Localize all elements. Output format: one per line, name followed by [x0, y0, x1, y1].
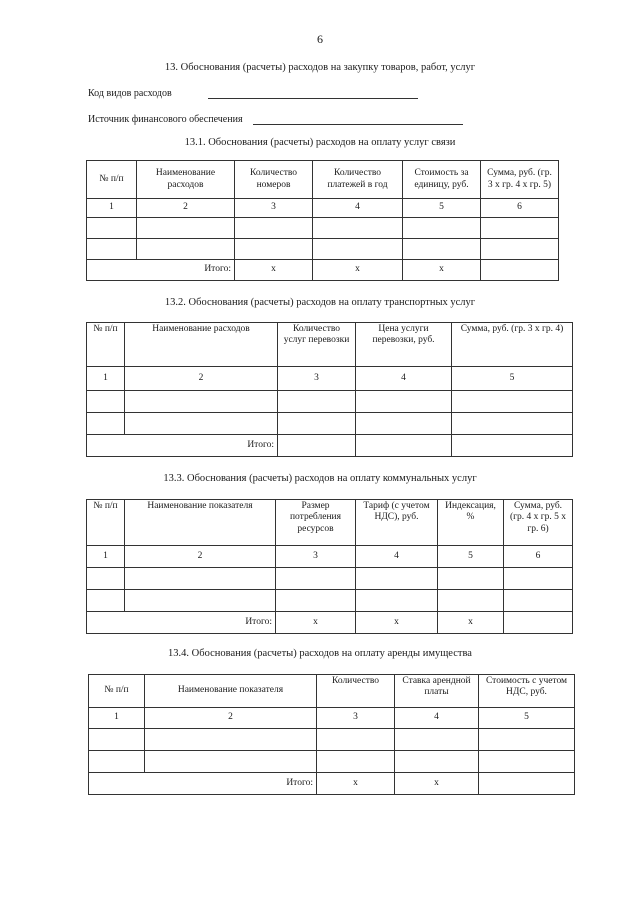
empty-cell[interactable] [395, 729, 479, 751]
section-13-title: 13. Обоснования (расчеты) расходов на закупку товаров, работ, услуг [164, 62, 476, 73]
empty-cell[interactable] [87, 391, 125, 413]
funding-source-field [88, 114, 463, 125]
empty-cell [89, 773, 145, 795]
table-13-1-title: 13.1. Обоснования (расчеты) расходов на оплату услуг связи [184, 137, 456, 148]
column-number-cell: 1 [87, 546, 125, 568]
table-row [89, 729, 575, 751]
total-mark: х [313, 260, 403, 281]
table-row [87, 568, 573, 590]
empty-cell[interactable] [481, 239, 559, 260]
total-value[interactable] [479, 773, 575, 795]
column-number-cell: 5 [479, 708, 575, 729]
total-value[interactable] [481, 260, 559, 281]
total-mark: х [356, 612, 438, 634]
total-row [87, 260, 559, 281]
header-cell: Сумма, руб. (гр. 4 х гр. 5 х гр. 6) [504, 500, 573, 546]
table-13-3 [86, 499, 573, 634]
empty-cell [87, 260, 137, 281]
header-cell: Стоимость за единицу, руб. [403, 161, 481, 199]
empty-cell[interactable] [356, 391, 452, 413]
empty-cell[interactable] [479, 751, 575, 773]
empty-cell[interactable] [479, 729, 575, 751]
empty-cell [87, 435, 125, 457]
expense-code-line[interactable] [208, 97, 418, 99]
column-number-cell: 3 [317, 708, 395, 729]
empty-cell[interactable] [452, 413, 573, 435]
header-cell: № п/п [87, 500, 125, 546]
empty-cell[interactable] [504, 590, 573, 612]
column-number-cell: 1 [87, 367, 125, 391]
column-number-cell: 3 [276, 546, 356, 568]
empty-cell[interactable] [87, 568, 125, 590]
table-row [87, 391, 573, 413]
empty-cell[interactable] [145, 729, 317, 751]
empty-cell[interactable] [317, 729, 395, 751]
empty-cell[interactable] [125, 590, 276, 612]
empty-cell[interactable] [313, 239, 403, 260]
column-number-cell: 3 [235, 199, 313, 218]
total-value[interactable] [452, 435, 573, 457]
empty-cell[interactable] [278, 391, 356, 413]
column-number-cell: 5 [452, 367, 573, 391]
empty-cell[interactable] [313, 218, 403, 239]
header-cell: Сумма, руб. (гр. 3 х гр. 4 х гр. 5) [481, 161, 559, 199]
empty-cell[interactable] [145, 751, 317, 773]
total-label: Итого: [125, 612, 276, 634]
empty-cell[interactable] [125, 413, 278, 435]
header-cell: Наименование показателя [125, 500, 276, 546]
empty-cell[interactable] [438, 590, 504, 612]
empty-cell[interactable] [481, 218, 559, 239]
header-cell: Наименование расходов [125, 323, 278, 367]
column-number-cell: 2 [125, 367, 278, 391]
empty-cell[interactable] [87, 590, 125, 612]
header-cell: № п/п [89, 675, 145, 708]
header-cell: Размер потребления ресурсов [276, 500, 356, 546]
column-number-cell: 2 [137, 199, 235, 218]
empty-cell[interactable] [89, 751, 145, 773]
empty-cell[interactable] [89, 729, 145, 751]
table-13-2-title: 13.2. Обоснования (расчеты) расходов на оплату транспортных услуг [164, 297, 476, 308]
total-mark: х [317, 773, 395, 795]
header-cell: Сумма, руб. (гр. 3 х гр. 4) [452, 323, 573, 367]
empty-cell[interactable] [276, 590, 356, 612]
column-number-cell: 6 [504, 546, 573, 568]
empty-cell[interactable] [452, 391, 573, 413]
table-13-4 [88, 674, 575, 795]
table-row [87, 218, 559, 239]
empty-cell[interactable] [403, 239, 481, 260]
empty-cell[interactable] [137, 218, 235, 239]
funding-source-label: Источник финансового обеспечения [88, 114, 243, 125]
header-cell: Ставка арендной платы [395, 675, 479, 708]
table-13-1 [86, 160, 559, 281]
header-cell: Стоимость с учетом НДС, руб. [479, 675, 575, 708]
empty-cell[interactable] [125, 391, 278, 413]
total-label: Итого: [145, 773, 317, 795]
empty-cell[interactable] [403, 218, 481, 239]
expense-code-field [88, 88, 418, 99]
total-mark: х [235, 260, 313, 281]
total-row [89, 773, 575, 795]
total-mark: х [395, 773, 479, 795]
page-number: 6 [317, 32, 323, 46]
empty-cell[interactable] [278, 413, 356, 435]
empty-cell[interactable] [87, 413, 125, 435]
header-cell: Индексация, % [438, 500, 504, 546]
table-13-2 [86, 322, 573, 457]
header-cell: Количество [317, 675, 395, 708]
empty-cell [87, 612, 125, 634]
funding-source-line[interactable] [253, 123, 463, 125]
column-number-cell: 1 [89, 708, 145, 729]
header-cell: № п/п [87, 323, 125, 367]
table-row [87, 413, 573, 435]
empty-cell[interactable] [356, 435, 452, 457]
table-row [89, 751, 575, 773]
header-cell: Количество номеров [235, 161, 313, 199]
total-mark: х [403, 260, 481, 281]
column-number-cell: 5 [438, 546, 504, 568]
empty-cell[interactable] [504, 568, 573, 590]
column-number-cell: 1 [87, 199, 137, 218]
empty-cell[interactable] [87, 239, 137, 260]
total-mark: х [276, 612, 356, 634]
empty-cell[interactable] [317, 751, 395, 773]
header-cell: Тариф (с учетом НДС), руб. [356, 500, 438, 546]
column-number-cell: 5 [403, 199, 481, 218]
empty-cell[interactable] [278, 435, 356, 457]
header-cell: Наименование расходов [137, 161, 235, 199]
header-cell: Количество услуг перевозки [278, 323, 356, 367]
empty-cell[interactable] [356, 413, 452, 435]
empty-cell[interactable] [125, 568, 276, 590]
column-number-cell: 2 [125, 546, 276, 568]
table-row [87, 590, 573, 612]
empty-cell[interactable] [395, 751, 479, 773]
table-13-4-title: 13.4. Обоснования (расчеты) расходов на оплату аренды имущества [168, 648, 472, 659]
total-row [87, 435, 573, 457]
column-number-cell: 4 [356, 546, 438, 568]
empty-cell[interactable] [137, 239, 235, 260]
column-number-cell: 6 [481, 199, 559, 218]
empty-cell[interactable] [87, 218, 137, 239]
total-label: Итого: [125, 435, 278, 457]
column-number-cell: 4 [356, 367, 452, 391]
header-cell: Количество платежей в год [313, 161, 403, 199]
empty-cell[interactable] [235, 239, 313, 260]
column-number-cell: 4 [395, 708, 479, 729]
empty-cell[interactable] [356, 568, 438, 590]
column-number-cell: 3 [278, 367, 356, 391]
column-number-cell: 4 [313, 199, 403, 218]
empty-cell[interactable] [438, 568, 504, 590]
expense-code-label: Код видов расходов [88, 88, 172, 99]
header-cell: Наименование показателя [145, 675, 317, 708]
table-row [87, 239, 559, 260]
empty-cell[interactable] [276, 568, 356, 590]
total-row [87, 612, 573, 634]
empty-cell[interactable] [235, 218, 313, 239]
empty-cell[interactable] [356, 590, 438, 612]
header-cell: Цена услуги перевозки, руб. [356, 323, 452, 367]
total-value[interactable] [504, 612, 573, 634]
total-label: Итого: [137, 260, 235, 281]
header-cell: № п/п [87, 161, 137, 199]
table-13-3-title: 13.3. Обоснования (расчеты) расходов на оплату коммунальных услуг [163, 473, 477, 484]
column-number-cell: 2 [145, 708, 317, 729]
total-mark: х [438, 612, 504, 634]
